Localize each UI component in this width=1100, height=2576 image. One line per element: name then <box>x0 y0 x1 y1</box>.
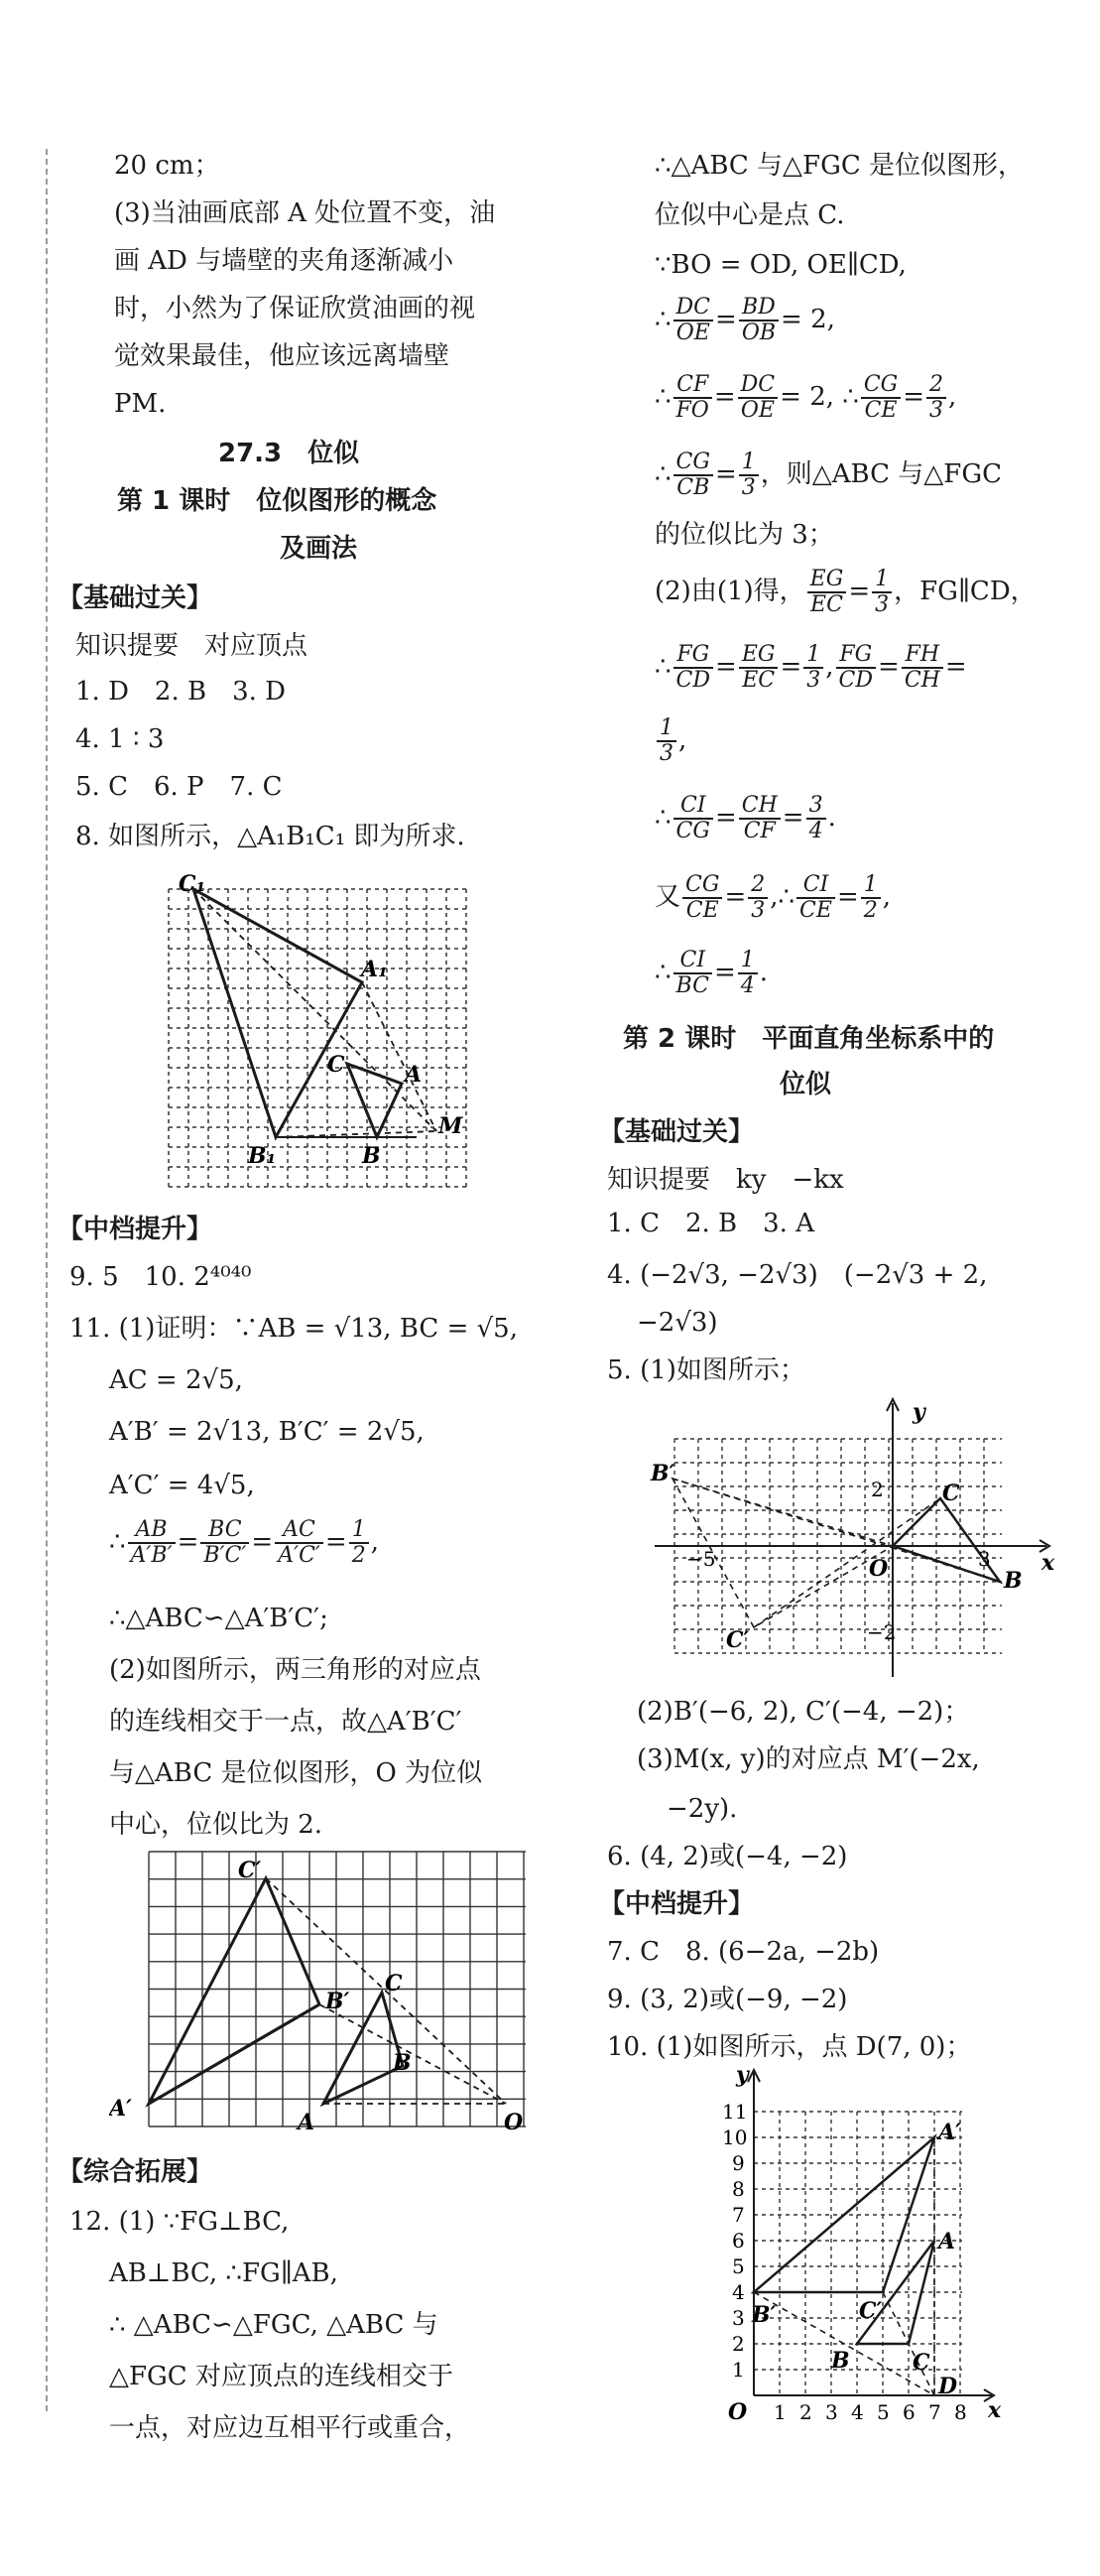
tick-neg2: −2 <box>867 1620 897 1644</box>
label-A: A <box>298 2110 315 2135</box>
text-line: 时，小然为了保证欣赏油画的视 <box>114 294 476 323</box>
label-B1: B₁ <box>248 1143 277 1169</box>
answer-line: △FGC 对应顶点的连线相交于 <box>109 2362 453 2391</box>
label-Bp: B′ <box>651 1461 675 1486</box>
label-C: C <box>913 2350 930 2376</box>
y-tick: 3 <box>732 2306 745 2330</box>
answer-line: 12. (1) ∵FG⊥BC, <box>69 2207 290 2237</box>
label-M: M <box>438 1113 463 1139</box>
y-tick: 6 <box>732 2229 745 2253</box>
heading-extend: 【综合拓展】 <box>58 2157 213 2187</box>
answer-line: ∴ △ABC∽△FGC, △ABC 与 <box>109 2310 438 2340</box>
section-title: 27.3 位似 <box>218 439 360 468</box>
text-line: (3)当油画底部 A 处位置不变，油 <box>114 198 496 228</box>
knowledge-line: 知识提要 对应顶点 <box>75 631 308 661</box>
y-tick: 4 <box>732 2280 745 2304</box>
text-line: 20 cm； <box>114 151 220 181</box>
heading-basic: 【基础过关】 <box>58 583 213 613</box>
lesson-title: 第 2 课时 平面直角坐标系中的 <box>623 1024 995 1054</box>
answer-line: 与△ABC 是位似图形，O 为位似 <box>109 1758 483 1788</box>
label-O: O <box>728 2399 748 2425</box>
answer-line: 10. (1)如图所示，点 D(7, 0)； <box>607 2032 972 2062</box>
y-tick: 10 <box>722 2125 748 2149</box>
y-tick: 2 <box>732 2332 745 2356</box>
label-A: A <box>405 1062 423 1088</box>
label-Bp: B′ <box>325 1989 350 2014</box>
tick-2: 2 <box>871 1478 884 1501</box>
label-y: y <box>913 1399 925 1425</box>
answer-line: 的连线相交于一点，故△A′B′C′ <box>109 1707 462 1737</box>
ratio-line: 又 $\frac{CG}{CE}$ = $\frac{2}{3}$ ,∴ $\frac{CI}{CE}$ = $\frac{1}{2}$ , <box>655 872 892 923</box>
label-Cp: C′ <box>238 1858 262 1883</box>
answer-line: 8. 如图所示，△A₁B₁C₁ 即为所求. <box>75 822 465 851</box>
text-line: 画 AD 与墙壁的夹角逐渐减小 <box>114 246 454 276</box>
y-tick: 1 <box>732 2358 745 2382</box>
y-tick: 11 <box>722 2100 748 2124</box>
answer-line: (2)B′(−6, 2), C′(−4, −2)； <box>637 1697 970 1727</box>
answer-line: −2y). <box>667 1794 738 1824</box>
label-B: B <box>1004 1568 1023 1594</box>
answer-line: 1. C 2. B 3. A <box>607 1209 814 1238</box>
column-divider <box>46 149 48 2411</box>
label-O: O <box>504 2110 524 2135</box>
label-B: B <box>831 2348 850 2374</box>
y-tick: 9 <box>732 2151 745 2175</box>
heading-middle: 【中档提升】 <box>599 1889 755 1919</box>
answer-line: ∴△ABC∽△A′B′C′; <box>109 1604 328 1633</box>
x-tick: 1 <box>774 2400 787 2424</box>
label-Ap: A′ <box>938 2120 961 2145</box>
label-C1: C₁ <box>179 873 206 897</box>
text-line: ∴△ABC 与△FGC 是位似图形， <box>655 151 1025 181</box>
lesson-title: 第 1 课时 位似图形的概念 <box>117 486 437 516</box>
label-A: A <box>938 2229 956 2254</box>
heading-middle: 【中档提升】 <box>58 1215 213 1244</box>
figure-10-coordinate <box>694 2060 1022 2437</box>
answer-line: 9. (3, 2)或(−9, −2) <box>607 1985 848 2014</box>
answer-line: 1. D 2. B 3. D <box>75 677 287 707</box>
answer-line: AC = 2√5, <box>109 1365 243 1395</box>
answer-line: 4. (−2√3, −2√3) (−2√3 + 2, <box>607 1260 988 1290</box>
ratio-line: ∴ $\frac{CF}{FO}$ = $\frac{DC}{OE}$ = 2, ∴ $\frac{CG}{CE}$ = $\frac{2}{3}$ , <box>655 372 957 423</box>
ratio-line: $\frac{1}{3}$ , <box>655 710 686 770</box>
text-line: PM. <box>114 389 167 419</box>
label-A1: A₁ <box>361 957 388 982</box>
y-tick: 5 <box>732 2254 745 2278</box>
figure-8-grid <box>149 873 476 1201</box>
label-Bp: B′ <box>752 2302 777 2328</box>
label-Ap: A′ <box>109 2096 132 2122</box>
knowledge-line: 知识提要 ky −kx <box>607 1165 844 1195</box>
answer-line: 7. C 8. (6−2a, −2b) <box>607 1937 880 1967</box>
label-B: B <box>362 1143 381 1169</box>
label-B: B <box>393 2050 412 2076</box>
ratio-line: ∴ $\frac{CG}{CB}$ = $\frac{1}{3}$ ，则△ABC 与△FGC <box>655 450 1002 500</box>
label-C: C <box>385 1971 403 1996</box>
answer-line: 5. (1)如图所示； <box>607 1355 805 1385</box>
x-tick: 4 <box>851 2400 864 2424</box>
tick-neg5: −5 <box>686 1547 716 1571</box>
answer-line: (2)如图所示，两三角形的对应点 <box>109 1655 481 1685</box>
label-y: y <box>736 2062 749 2088</box>
label-x: x <box>988 2397 1002 2423</box>
lesson-title-cont: 位似 <box>780 1070 832 1099</box>
figure-11-grid <box>109 1846 536 2153</box>
x-tick: 3 <box>825 2400 838 2424</box>
answer-line: 9. 5 10. 2⁴⁰⁴⁰ <box>69 1262 252 1292</box>
ratio-line: ∴ $\frac{AB}{A'B'}$ = $\frac{BC}{B'C'}$ = $\frac{AC}{A'C'}$ = $\frac{1}{2}$ , <box>109 1517 379 1568</box>
text-line: ∵BO = OD, OE∥CD, <box>655 250 907 280</box>
text-line: 位似中心是点 C. <box>655 200 845 230</box>
answer-line: 11. (1)证明：∵AB = √13, BC = √5, <box>69 1314 518 1344</box>
answer-line: A′B′ = 2√13, B′C′ = 2√5, <box>109 1417 425 1447</box>
x-tick: 7 <box>928 2400 941 2424</box>
text-line: 的位似比为 3； <box>655 520 834 550</box>
answer-line: 6. (4, 2)或(−4, −2) <box>607 1842 848 1871</box>
text-line: 觉效果最佳，他应该远离墙壁 <box>114 341 450 371</box>
answer-line: 4. 1 ∶ 3 <box>75 724 165 754</box>
ratio-line: ∴ $\frac{CI}{BC}$ = $\frac{1}{4}$ . <box>655 948 769 998</box>
answer-line: 5. C 6. P 7. C <box>75 772 283 802</box>
label-Cp: C′ <box>726 1627 750 1653</box>
heading-basic: 【基础过关】 <box>599 1117 755 1147</box>
y-tick: 7 <box>732 2203 745 2227</box>
figure-5-coordinate <box>645 1389 1061 1687</box>
y-tick: 8 <box>732 2177 745 2201</box>
lesson-title-cont: 及画法 <box>280 534 358 564</box>
x-tick: 8 <box>954 2400 967 2424</box>
tick-3: 3 <box>978 1547 991 1571</box>
answer-line: A′C′ = 4√5, <box>109 1471 255 1500</box>
label-D: D <box>938 2374 958 2399</box>
answer-line: −2√3) <box>637 1308 718 1338</box>
x-tick: 2 <box>799 2400 812 2424</box>
label-O: O <box>869 1556 889 1582</box>
answer-line: AB⊥BC, ∴FG∥AB, <box>109 2258 338 2288</box>
ratio-line: ∴ $\frac{DC}{OE}$ = $\frac{BD}{OB}$ = 2, <box>655 295 835 345</box>
answer-line: (3)M(x, y)的对应点 M′(−2x, <box>637 1744 980 1774</box>
answer-line: 中心，位似比为 2. <box>109 1810 323 1840</box>
ratio-line: (2)由(1)得， $\frac{EG}{EC}$ = $\frac{1}{3}$ ，FG∥CD， <box>655 567 1037 617</box>
label-x: x <box>1041 1550 1055 1576</box>
label-Cp: C′ <box>859 2298 883 2324</box>
label-C: C <box>327 1052 345 1078</box>
x-tick: 6 <box>903 2400 916 2424</box>
x-tick: 5 <box>877 2400 890 2424</box>
label-C: C <box>942 1481 960 1506</box>
answer-line: 一点，对应边互相平行或重合， <box>109 2413 471 2443</box>
ratio-line: ∴ $\frac{CI}{CG}$ = $\frac{CH}{CF}$ = $\frac{3}{4}$ . <box>655 793 836 843</box>
ratio-line: ∴ $\frac{FG}{CD}$ = $\frac{EG}{EC}$ = $\frac{1}{3}$ , $\frac{FG}{CD}$ = $\frac{FH}{CH}$ = <box>655 642 967 693</box>
